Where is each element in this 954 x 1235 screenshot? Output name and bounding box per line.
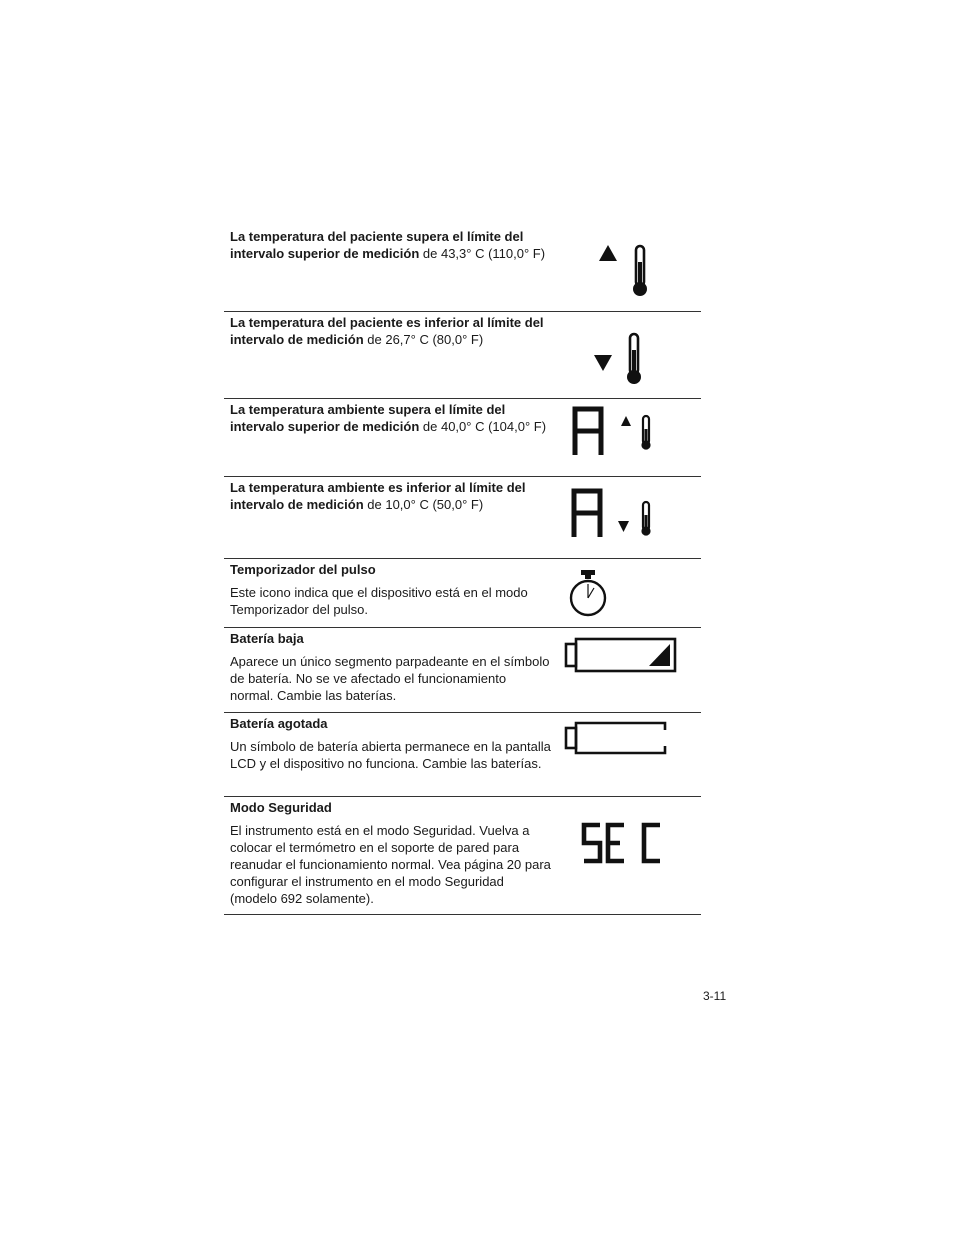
row-body: Un símbolo de batería abierta permanece en la pantalla LCD y el dispositivo no funciona. Cambie las baterías. bbox=[230, 739, 551, 771]
stopwatch-icon bbox=[565, 569, 611, 621]
row-security-mode bbox=[224, 797, 701, 915]
row-ambient-low bbox=[224, 477, 701, 559]
row-tail: de 43,3° C (110,0° F) bbox=[419, 246, 546, 261]
row-text bbox=[230, 401, 552, 435]
row-pulse-timer bbox=[224, 559, 701, 628]
row-title: Batería agotada bbox=[230, 716, 328, 731]
row-text bbox=[230, 715, 552, 772]
row-lead: La temperatura ambiente es inferior al límite del intervalo de medición bbox=[230, 480, 526, 512]
row-lead: La temperatura del paciente supera el límite del intervalo superior de medición bbox=[230, 229, 524, 261]
row-tail: de 40,0° C (104,0° F) bbox=[419, 419, 547, 434]
sec-display-icon bbox=[580, 821, 666, 867]
row-patient-low bbox=[224, 312, 701, 399]
row-body: Aparece un único segmento parpadeante en el símbolo de batería. No se ve afectado el funcionamiento normal. Cambie las baterías. bbox=[230, 654, 550, 703]
row-battery-empty bbox=[224, 713, 701, 797]
row-text bbox=[230, 799, 552, 907]
page-number: 3-11 bbox=[703, 989, 727, 1003]
indicator-table bbox=[224, 226, 701, 915]
down-arrow-thermometer-icon bbox=[594, 330, 654, 388]
battery-empty-icon bbox=[564, 720, 670, 756]
row-lead: La temperatura ambiente supera el límite del intervalo superior de medición bbox=[230, 402, 506, 434]
row-patient-high bbox=[224, 226, 701, 312]
ambient-low-icon bbox=[570, 487, 660, 541]
row-title: Temporizador del pulso bbox=[230, 562, 376, 577]
row-ambient-high bbox=[224, 399, 701, 477]
row-tail: de 10,0° C (50,0° F) bbox=[363, 497, 484, 512]
row-title: Batería baja bbox=[230, 631, 304, 646]
row-text bbox=[230, 228, 552, 262]
row-tail: de 26,7° C (80,0° F) bbox=[363, 332, 484, 347]
row-battery-low bbox=[224, 628, 701, 713]
ambient-high-icon bbox=[571, 405, 661, 459]
row-body: Este icono indica que el dispositivo está en el modo Temporizador del pulso. bbox=[230, 585, 528, 617]
row-lead: La temperatura del paciente es inferior al límite del intervalo de medición bbox=[230, 315, 544, 347]
row-text bbox=[230, 314, 552, 348]
row-text bbox=[230, 630, 552, 704]
row-text bbox=[230, 479, 552, 513]
row-text bbox=[230, 561, 552, 618]
row-title: Modo Seguridad bbox=[230, 800, 332, 815]
row-body: El instrumento está en el modo Seguridad. Vuelva a colocar el termómetro en el soporte de pared para reanudar el funcionamiento normal. Vea página 20 para configurar el instrumento en el modo Seguridad (modelo 692 solamente). bbox=[230, 823, 551, 906]
battery-low-icon bbox=[564, 636, 680, 676]
up-arrow-thermometer-icon bbox=[594, 242, 654, 300]
